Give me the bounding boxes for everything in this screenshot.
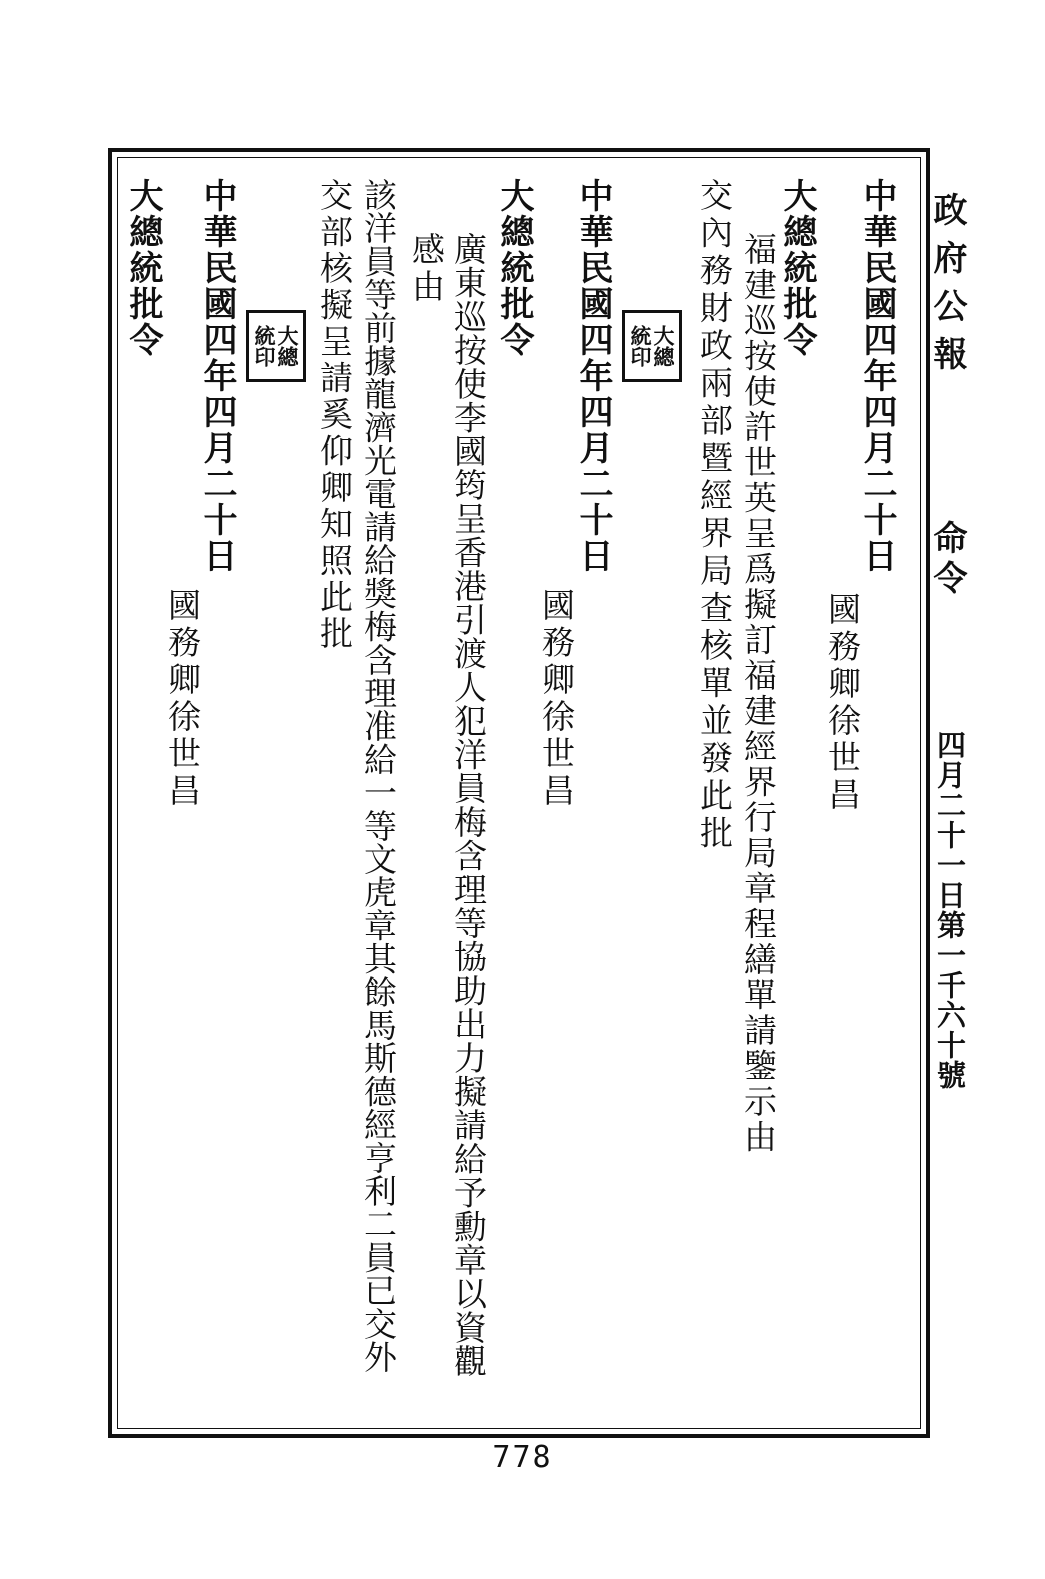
date-line: 中華民國四年四月二十日 <box>857 178 897 574</box>
signature-line: 國務卿徐世昌 <box>823 592 862 814</box>
order-heading: 大總統批令 <box>123 178 163 358</box>
order-text: 廣東巡按使李國筠呈香港引渡人犯洋員梅含理等協助出力擬請給予勳章以資觀 <box>449 232 488 1378</box>
page-number: 778 <box>492 1440 553 1475</box>
order-text: 該洋員等前據龍濟光電請給獎梅含理准給一等文虎章其餘馬斯德經亨利二員已交外 <box>359 178 398 1374</box>
presidential-seal: 大總 統印 <box>622 310 682 382</box>
order-text: 福建巡按使許世英呈爲擬訂福建經界行局章程繕單請鑒示由 <box>739 232 778 1155</box>
issue-date: 四月二十一日第一千六十號 <box>933 730 967 1090</box>
order-text: 交內務財政兩部暨經界局查核單並發此批 <box>695 178 734 853</box>
date-line: 中華民國四年四月二十日 <box>197 178 237 574</box>
order-heading: 大總統批令 <box>494 178 534 358</box>
gazette-title: 政府公報 <box>927 192 967 384</box>
order-text: 感由 <box>407 232 446 306</box>
date-line: 中華民國四年四月二十日 <box>573 178 613 574</box>
order-text: 交部核擬呈請奚仰卿知照此批 <box>315 178 354 653</box>
presidential-seal: 大總 統印 <box>246 310 306 382</box>
signature-line: 國務卿徐世昌 <box>537 588 576 810</box>
order-heading: 大總統批令 <box>777 178 817 358</box>
section-label: 命令 <box>927 520 967 600</box>
signature-line: 國務卿徐世昌 <box>163 588 202 810</box>
